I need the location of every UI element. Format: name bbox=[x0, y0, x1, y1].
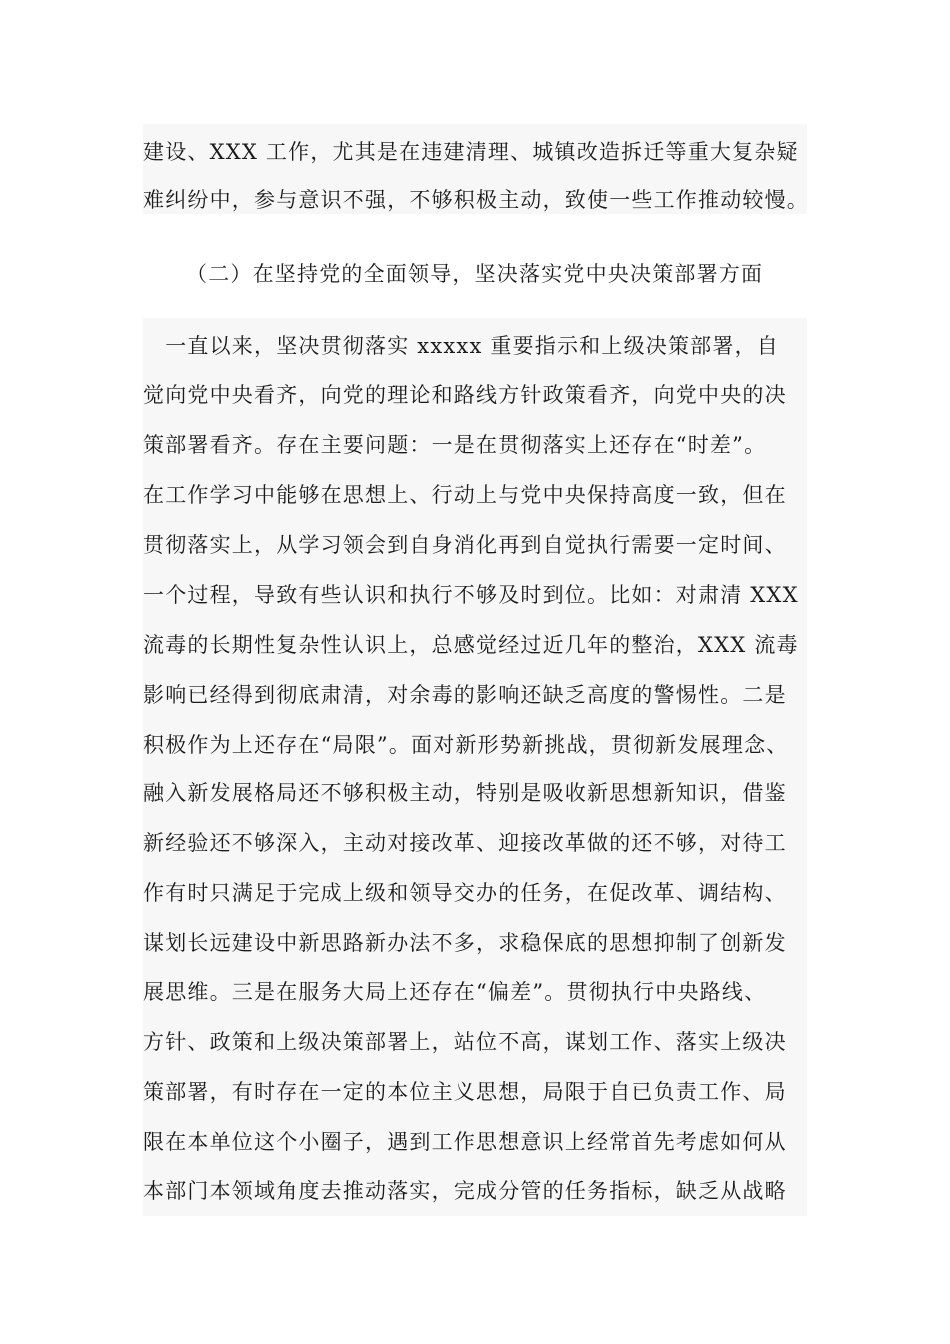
body-paragraph-line: 新经验还不够深入，主动对接改革、迎接改革做的还不够，对待工 bbox=[143, 831, 787, 855]
body-paragraph-line: 流毒的长期性复杂性认识上，总感觉经过近几年的整治，XXX 流毒 bbox=[143, 633, 799, 657]
body-paragraph-line: 限在本单位这个小圈子，遇到工作思想意识上经常首先考虑如何从 bbox=[143, 1130, 787, 1154]
body-paragraph-line: 策部署，有时存在一定的本位主义思想，局限于自已负责工作、局 bbox=[143, 1080, 787, 1104]
section-heading: （二）在坚持党的全面领导，坚决落实党中央决策部署方面 bbox=[186, 262, 764, 286]
body-paragraph-line: 在工作学习中能够在思想上、行动上与党中央保持高度一致，但在 bbox=[143, 483, 787, 507]
body-paragraph-line: 融入新发展格局还不够积极主动，特别是吸收新思想新知识，借鉴 bbox=[143, 781, 787, 805]
body-paragraph-line: 觉向党中央看齐，向党的理论和路线方针政策看齐，向党中央的决 bbox=[143, 383, 787, 407]
body-paragraph-line: 本部门本领域角度去推动落实，完成分管的任务指标，缺乏从战略 bbox=[143, 1179, 787, 1203]
body-paragraph-line: 一个过程，导致有些认识和执行不够及时到位。比如：对肃清 XXX bbox=[143, 583, 799, 607]
body-paragraph-line: 影响已经得到彻底肃清，对余毒的影响还缺乏高度的警惕性。二是 bbox=[143, 683, 787, 707]
body-paragraph-line: 积极作为上还存在“局限”。面对新形势新挑战，贯彻新发展理念、 bbox=[143, 733, 789, 757]
top-paragraph-line: 难纠纷中，参与意识不强，不够积极主动，致使一些工作推动较慢。 bbox=[143, 188, 809, 212]
top-paragraph-line: 建设、XXX 工作，尤其是在违建清理、城镇改造拆迁等重大复杂疑 bbox=[143, 140, 799, 164]
body-paragraph-line: 作有时只满足于完成上级和领导交办的任务，在促改革、调结构、 bbox=[143, 881, 787, 905]
body-paragraph-line: 方针、政策和上级决策部署上，站位不高，谋划工作、落实上级决 bbox=[143, 1030, 787, 1054]
body-paragraph-line: 一直以来，坚决贯彻落实 xxxxx 重要指示和上级决策部署，自 bbox=[143, 334, 779, 358]
body-paragraph-line: 策部署看齐。存在主要问题：一是在贯彻落实上还存在“时差”。 bbox=[143, 433, 767, 457]
body-paragraph-line: 谋划长远建设中新思路新办法不多，求稳保底的思想抑制了创新发 bbox=[143, 931, 787, 955]
body-paragraph-line: 展思维。三是在服务大局上还存在“偏差”。贯彻执行中央路线、 bbox=[143, 980, 767, 1004]
body-paragraph-line: 贯彻落实上，从学习领会到自身消化再到自觉执行需要一定时间、 bbox=[143, 533, 787, 557]
